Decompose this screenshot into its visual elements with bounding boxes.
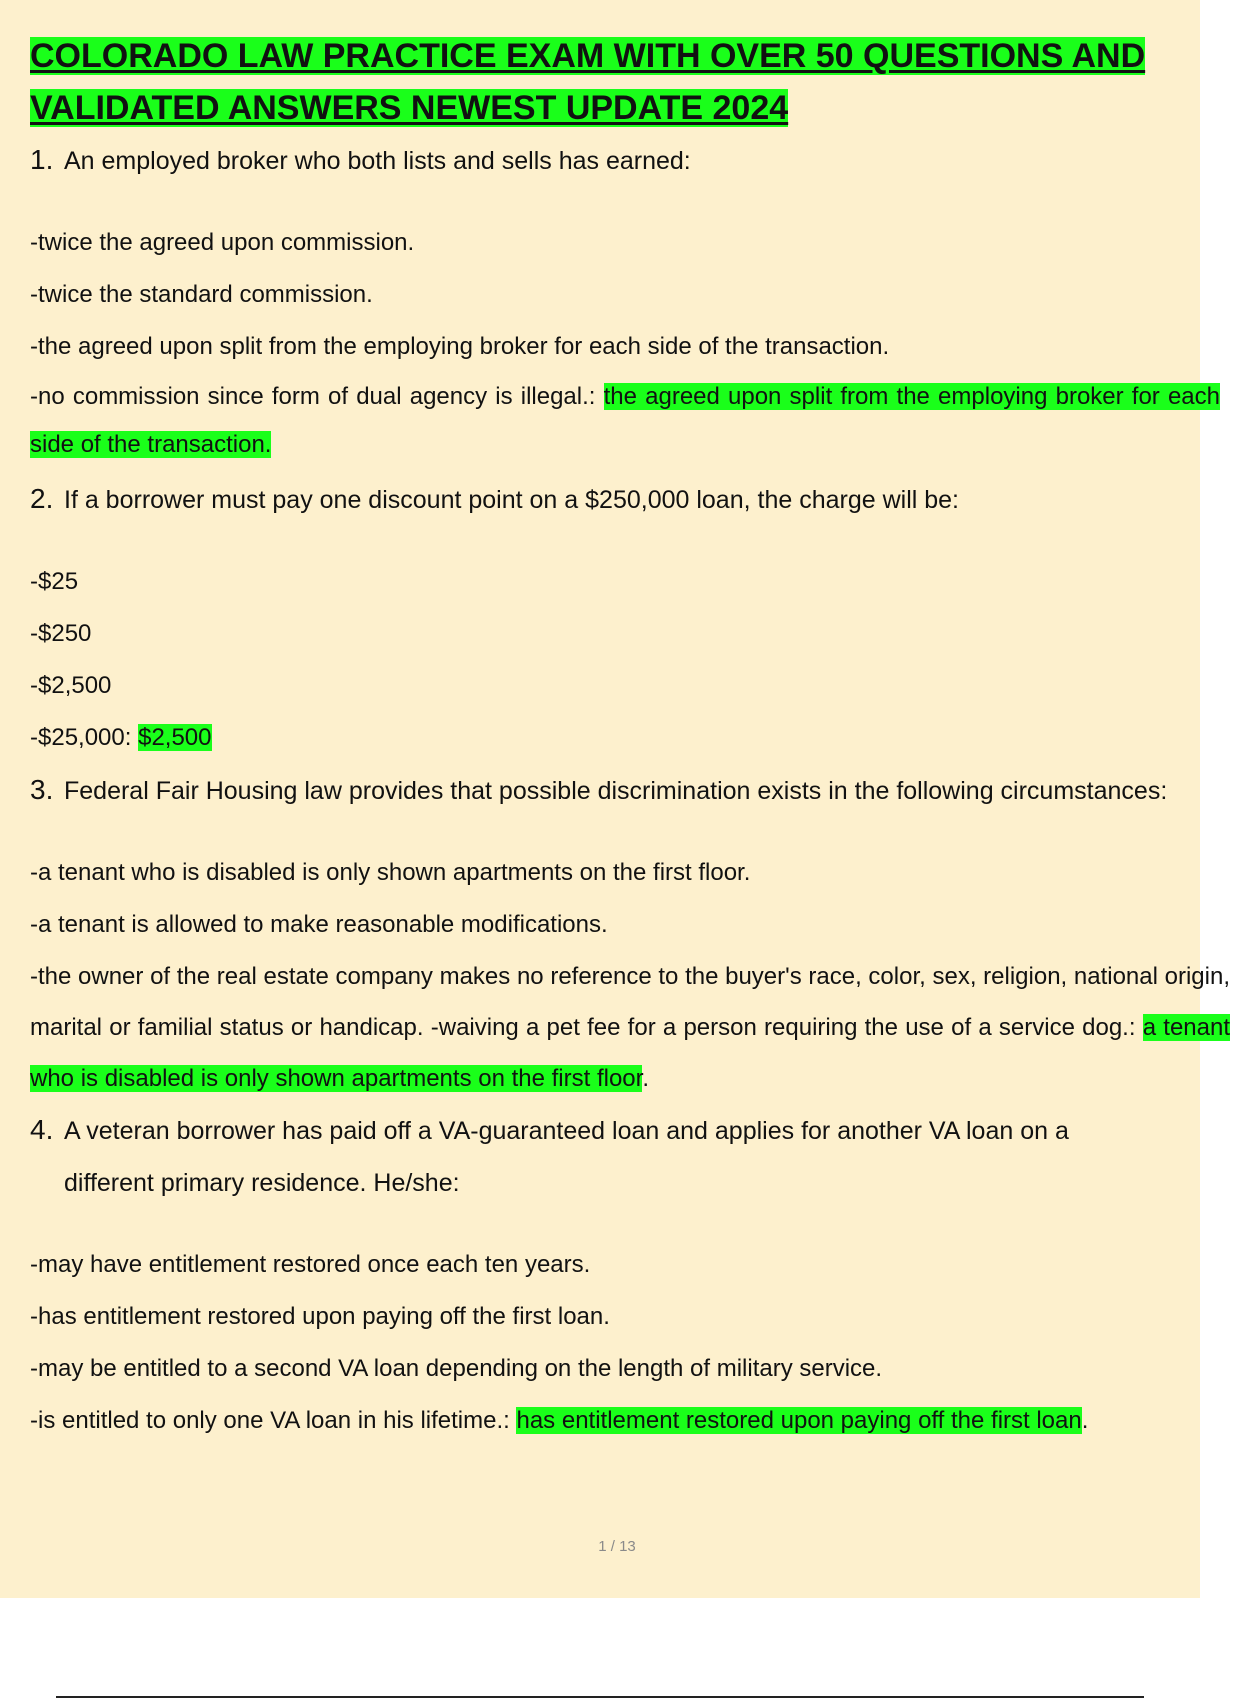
answer-option: -a tenant who is disabled is only shown apartments on the first floor. (30, 859, 751, 886)
answer-punctuation: . (1081, 1407, 1089, 1434)
answer-option: -the owner of the real estate company makes no reference to the buyer's race, color, sex, religion, national origin, marital or familial status or handicap. -waiving a pet fee for a person requiring the use of a service dog.: (30, 963, 1230, 1041)
spacer (30, 526, 1200, 556)
question-prompt (30, 1104, 1144, 1209)
title-highlight: COLORADO LAW PRACTICE EXAM WITH OVER 50 QUESTIONS AND VALIDATED ANSWERS NEWEST UPDATE 2024 (30, 37, 1146, 127)
answer-option-with-answer (30, 712, 1200, 764)
answer-option: -no commission since form of dual agency is illegal.: (30, 383, 596, 410)
answer-option: -twice the standard commission. (30, 281, 373, 308)
correct-answer-highlight: has entitlement restored upon paying off the first loan (516, 1407, 1082, 1434)
answer-option: -may be entitled to a second VA loan depending on the length of military service. (30, 1355, 883, 1382)
answer-option: -$250 (30, 620, 92, 647)
question-prompt (30, 764, 1200, 817)
question-text: If a borrower must pay one discount point on a $250,000 loan, the charge will be: (64, 486, 960, 514)
question-1 (30, 134, 1220, 469)
question-number: 4. (30, 1114, 54, 1145)
answer-option: -is entitled to only one VA loan in his lifetime.: (30, 1407, 510, 1434)
answer-option-with-answer (30, 373, 1220, 469)
answer-punctuation: . (642, 1065, 649, 1092)
answer-option: -twice the agreed upon commission. (30, 229, 415, 256)
question-prompt (30, 134, 1184, 187)
answer-option: -has entitlement restored upon paying off the first loan. (30, 1303, 610, 1330)
document-title (30, 30, 1180, 134)
question-number: 3. (30, 774, 54, 805)
spacer (30, 817, 1200, 847)
question-number: 2. (30, 483, 54, 514)
question-2 (30, 473, 1200, 764)
answer-option: -$25,000: (30, 724, 132, 751)
spacer (30, 187, 1200, 217)
answer-option: -the agreed upon split from the employing broker for each side of the transaction. (30, 333, 890, 360)
answer-option: -$2,500 (30, 672, 112, 699)
question-number: 1. (30, 144, 54, 175)
page-indicator: 1 / 13 (598, 1538, 636, 1555)
correct-answer-highlight: the agreed upon split from the employing broker for each side of the transaction. (30, 383, 1220, 458)
answer-option-with-answer (30, 1395, 1200, 1447)
correct-answer-highlight: $2,500 (138, 724, 212, 751)
question-4 (30, 1104, 1200, 1447)
answer-option: -may have entitlement restored once each ten years. (30, 1251, 591, 1278)
question-3 (30, 764, 1231, 1104)
correct-answer-highlight: a tenant who is disabled is only shown apartments on the first floor (30, 1014, 1231, 1092)
question-text: An employed broker who both lists and sells has earned: (64, 147, 691, 175)
answer-option-with-answer (30, 951, 1230, 1104)
spacer (30, 1209, 1200, 1239)
question-text: Federal Fair Housing law provides that possible discrimination exists in the following circumstances: (64, 777, 1168, 805)
answer-option: -$25 (30, 568, 79, 595)
question-prompt (30, 473, 1184, 526)
page-divider (56, 1696, 1144, 1698)
question-text: A veteran borrower has paid off a VA-guaranteed loan and applies for another VA loan on a different primary residence. He/she: (64, 1117, 1069, 1197)
answer-option: -a tenant is allowed to make reasonable modifications. (30, 911, 608, 938)
